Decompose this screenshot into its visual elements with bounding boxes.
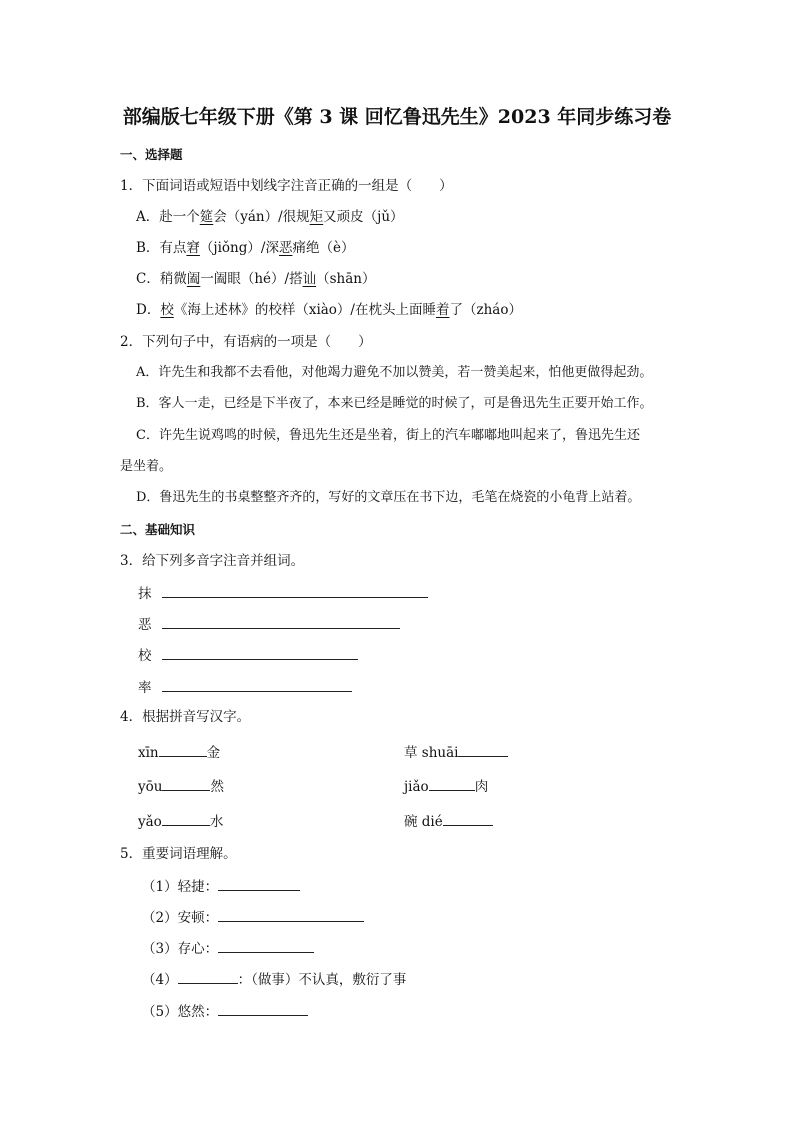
question-4-item <box>138 742 220 762</box>
item-text: 然 <box>210 779 224 795</box>
answer-blank[interactable] <box>159 742 207 757</box>
question-1-option-b <box>136 239 354 257</box>
answer-blank[interactable] <box>162 776 210 791</box>
underlined-char: 窘 <box>186 240 200 256</box>
page-title: 部编版七年级下册《第 3 课 回忆鲁迅先生》2023 年同步练习卷 <box>122 106 672 128</box>
underlined-char: 着 <box>435 302 450 318</box>
answer-blank[interactable] <box>218 938 314 953</box>
question-3-stem: 3．给下列多音字注音并组词。 <box>120 553 305 569</box>
item-char: 校 <box>138 648 152 664</box>
question-2-option-a: A．许先生和我都不去看他，对他竭力避免不加以赞美，若一赞美起来，怕他更做得起劲。 <box>136 365 653 380</box>
question-5-item <box>142 969 406 989</box>
option-text: 又顽皮（jǔ） <box>323 209 404 225</box>
item-text: jiǎo <box>404 779 429 795</box>
item-text: 碗 dié <box>404 814 443 830</box>
item-char: 恶 <box>138 617 152 633</box>
answer-blank[interactable] <box>178 969 238 984</box>
answer-blank[interactable] <box>429 776 475 791</box>
underlined-char: 矩 <box>309 209 324 225</box>
question-2-option-b: B．客人一走，已经是下半夜了，本来已经是睡觉的时候了，可是鲁迅先生正要开始工作。 <box>136 396 653 411</box>
option-text: A．赴一个 <box>136 209 200 225</box>
answer-blank[interactable] <box>162 645 358 660</box>
question-4-item <box>404 811 493 831</box>
section-heading-choice: 一、选择题 <box>120 147 183 162</box>
question-4-item <box>404 742 508 762</box>
question-2-stem: 2．下列句子中，有语病的一项是（ ） <box>120 334 372 350</box>
underlined-char: 阖 <box>186 271 201 287</box>
item-label: （2）安顿： <box>142 910 219 926</box>
answer-blank[interactable] <box>162 614 400 629</box>
underlined-char: 恶 <box>278 240 293 256</box>
option-text: 痛绝（è） <box>292 240 355 256</box>
item-text: ：（做事）不认真，敷衍了事 <box>237 972 407 988</box>
question-4-item <box>138 811 223 831</box>
question-5-item <box>142 938 314 958</box>
question-2-option-c-cont: 是坐着。 <box>120 459 173 474</box>
question-4-item <box>404 776 488 796</box>
option-text: 会（yán）/很规 <box>213 209 310 225</box>
option-text: （shān） <box>316 271 376 287</box>
question-5-item <box>142 1001 308 1021</box>
answer-blank[interactable] <box>162 677 352 692</box>
item-label: （1）轻捷： <box>142 879 219 895</box>
question-2-option-c: C．许先生说鸡鸣的时候，鲁迅先生还是坐着，街上的汽车嘟嘟地叫起来了，鲁迅先生还 <box>136 428 640 443</box>
item-char: 抹 <box>138 586 152 602</box>
underlined-char: 讪 <box>302 271 317 287</box>
option-text: C．稍微 <box>136 271 187 287</box>
item-text: yǎo <box>138 814 162 830</box>
option-text: 了（zháo） <box>449 302 522 318</box>
question-4-stem: 4．根据拼音写汉字。 <box>120 709 251 725</box>
item-char: 率 <box>138 680 152 696</box>
underlined-char: 筵 <box>199 209 214 225</box>
answer-blank[interactable] <box>162 583 428 598</box>
question-1-option-d <box>136 301 522 319</box>
item-text: 金 <box>206 745 221 761</box>
answer-blank[interactable] <box>218 907 364 922</box>
question-3-item <box>138 583 428 603</box>
option-text: B．有点 <box>136 240 187 256</box>
section-heading-basics: 二、基础知识 <box>120 522 196 537</box>
option-text: 《海上述林》的校样（xiào）/在枕头上面睡 <box>173 302 436 318</box>
underlined-char: 校 <box>160 302 174 318</box>
item-text: yōu <box>138 779 163 795</box>
option-text: 一阖眼（hé）/搭 <box>200 271 303 287</box>
question-1-option-c <box>136 270 375 288</box>
question-5-item <box>142 907 364 927</box>
answer-blank[interactable] <box>218 1001 308 1016</box>
item-text: 肉 <box>474 779 489 795</box>
question-3-item <box>138 614 400 634</box>
question-3-item <box>138 645 358 665</box>
item-label: （4） <box>142 972 178 988</box>
question-5-stem: 5．重要词语理解。 <box>120 846 237 862</box>
question-1-option-a <box>136 208 404 226</box>
item-text: 水 <box>209 814 224 830</box>
answer-blank[interactable] <box>443 811 493 826</box>
question-3-item <box>138 677 352 697</box>
question-4-item <box>138 776 224 796</box>
item-label: （3）存心： <box>142 941 219 957</box>
question-2-option-d: D．鲁迅先生的书桌整整齐齐的，写好的文章压在书下边，毛笔在烧瓷的小龟背上站着。 <box>136 490 641 505</box>
answer-blank[interactable] <box>458 742 508 757</box>
option-text: （jiǒng）/深 <box>199 240 279 256</box>
item-label: （5）悠然： <box>142 1004 219 1020</box>
option-text: D． <box>136 302 161 318</box>
question-5-item <box>142 876 300 896</box>
item-text: 草 shuāi <box>404 745 459 761</box>
question-1-stem: 1．下面词语或短语中划线字注音正确的一组是（ ） <box>120 178 453 194</box>
answer-blank[interactable] <box>162 811 210 826</box>
item-text: xīn <box>138 745 159 761</box>
answer-blank[interactable] <box>218 876 300 891</box>
